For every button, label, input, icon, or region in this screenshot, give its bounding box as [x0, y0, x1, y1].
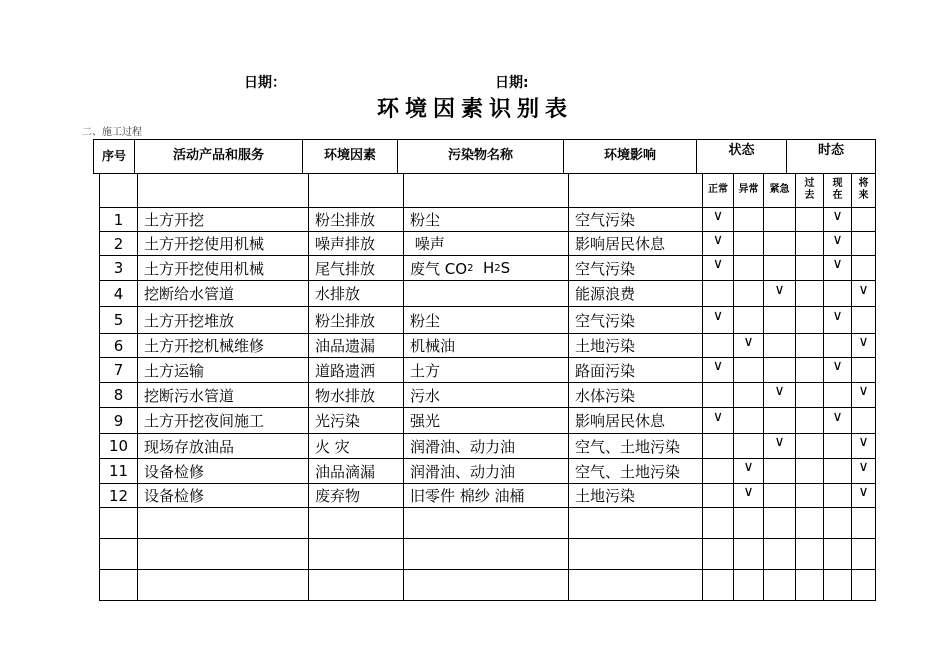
state-check-cell: [764, 358, 795, 374]
pollutant-text: H: [473, 259, 495, 277]
state-check-cell: ∨: [743, 459, 754, 475]
state-check-cell: [734, 208, 763, 223]
tense-check-cell: [824, 459, 851, 475]
subscript: 2: [494, 262, 501, 274]
state-check-cell: [703, 281, 733, 298]
impact-cell: 空气、土地污染: [575, 437, 681, 456]
state-check-cell: [764, 408, 795, 425]
pollutant-cell: 强光: [410, 412, 441, 430]
state-check-cell: ∨: [712, 256, 724, 272]
factor-cell: 噪声排放: [315, 235, 376, 253]
subscript: 2: [467, 262, 474, 274]
state-check-cell: [703, 434, 733, 450]
tense-check-cell: ∨: [832, 308, 843, 324]
tense-check-cell: ∨: [858, 383, 869, 399]
tense-check-cell: ∨: [832, 256, 843, 272]
state-check-cell: [734, 383, 763, 399]
column-header-no: 序号: [102, 149, 127, 163]
activity-cell: 设备检修: [144, 462, 205, 481]
factor-cell: 废弃物: [315, 487, 361, 505]
row-number: 7: [113, 361, 124, 379]
impact-cell: 空气污染: [575, 259, 636, 278]
state-check-cell: ∨: [774, 434, 785, 450]
pollutant-cell: 污水: [410, 386, 441, 405]
table-rule: [875, 173, 876, 601]
tense-check-cell: [796, 281, 823, 298]
state-check-cell: [734, 358, 763, 374]
activity-cell: 土方开挖夜间施工: [144, 412, 265, 430]
tense-check-cell: ∨: [858, 333, 869, 350]
factor-cell: 火 灾: [315, 437, 350, 456]
impact-cell: 土地污染: [575, 487, 636, 505]
state-check-cell: [703, 334, 733, 349]
factor-cell: 油品遗漏: [315, 337, 376, 355]
tense-check-cell: [796, 484, 823, 499]
factor-cell: 光污染: [315, 412, 361, 430]
pollutant-cell: 土方: [410, 361, 441, 380]
state-check-cell: [764, 484, 795, 499]
state-check-cell: [734, 281, 763, 298]
impact-cell: 水体污染: [575, 386, 636, 405]
tense-check-cell: ∨: [858, 281, 869, 298]
date-left-label: 日期：: [244, 75, 286, 91]
tense-check-cell: ∨: [832, 231, 843, 248]
activity-cell: 设备检修: [144, 487, 205, 505]
activity-cell: 土方开挖堆放: [144, 311, 235, 330]
tense-check-cell: [852, 208, 875, 223]
impact-cell: 路面污染: [575, 361, 636, 380]
pollutant-text: S: [500, 259, 511, 277]
tense-check-cell: ∨: [858, 434, 869, 450]
row-number: 9: [113, 411, 124, 430]
table-rule: [99, 600, 875, 601]
sub-header-tense-2: 现在: [832, 178, 843, 201]
factor-cell: 水排放: [315, 285, 361, 303]
pollutant-cell: [404, 281, 574, 306]
tense-check-cell: ∨: [858, 483, 869, 500]
state-check-cell: ∨: [743, 483, 754, 500]
tense-check-cell: [852, 408, 875, 425]
table-rule: [99, 538, 875, 539]
state-check-cell: [764, 256, 795, 272]
column-header-state: 状态: [728, 143, 755, 158]
tense-check-cell: ∨: [832, 358, 843, 374]
row-number: 3: [113, 259, 124, 277]
row-number: 10: [108, 437, 129, 455]
tense-check-cell: [852, 256, 875, 272]
sub-header-tense-3: 将来: [858, 178, 869, 201]
pollutant-cell: 机械油: [410, 337, 456, 355]
sub-header-state-2: 异常: [738, 184, 759, 195]
impact-cell: 影响居民休息: [575, 412, 666, 430]
state-check-cell: [703, 484, 733, 499]
row-number: 6: [113, 336, 124, 355]
state-check-cell: [764, 307, 795, 325]
tense-check-cell: [824, 281, 851, 298]
activity-cell: 挖断给水管道: [144, 285, 235, 303]
tense-check-cell: [796, 358, 823, 374]
sub-header-state-3: 紧急: [769, 184, 790, 195]
column-header-pollutant: 污染物名称: [447, 148, 513, 163]
tense-check-cell: ∨: [858, 459, 869, 475]
activity-cell: 土方开挖机械维修: [144, 337, 265, 355]
tense-check-cell: [796, 383, 823, 399]
state-check-cell: [764, 334, 795, 349]
pollutant-cell: 噪声: [410, 235, 445, 253]
row-number: 12: [108, 486, 129, 505]
state-check-cell: ∨: [774, 383, 785, 399]
factor-cell: 尾气排放: [315, 259, 376, 278]
impact-cell: 空气污染: [575, 211, 636, 229]
tense-check-cell: [796, 307, 823, 325]
column-header-activity: 活动产品和服务: [172, 148, 264, 163]
tense-check-cell: [796, 334, 823, 349]
state-check-cell: ∨: [712, 358, 724, 374]
tense-check-cell: [796, 434, 823, 450]
activity-cell: 土方开挖使用机械: [144, 259, 265, 278]
state-check-cell: [734, 434, 763, 450]
state-check-cell: [764, 208, 795, 223]
pollutant-cell: [404, 256, 574, 280]
column-header-tense: 时态: [817, 143, 844, 158]
factor-cell: 道路遗洒: [315, 361, 376, 380]
state-check-cell: ∨: [743, 333, 754, 350]
section-label: 二、施工过程: [82, 127, 142, 138]
column-header-impact: 环境影响: [603, 148, 656, 163]
tense-check-cell: ∨: [832, 207, 843, 224]
row-number: 1: [113, 210, 124, 229]
row-number: 8: [113, 386, 124, 404]
table-rule: [875, 139, 876, 174]
tense-check-cell: [796, 459, 823, 475]
pollutant-cell: 粉尘: [410, 311, 441, 330]
state-check-cell: ∨: [712, 231, 724, 248]
factor-cell: 油品滴漏: [315, 462, 376, 481]
impact-cell: 土地污染: [575, 337, 636, 355]
state-check-cell: [764, 232, 795, 247]
page-title: 环境因素识别表: [376, 97, 573, 122]
row-number: 5: [113, 311, 124, 329]
state-check-cell: ∨: [712, 308, 724, 324]
impact-cell: 空气、土地污染: [575, 462, 681, 481]
sub-header-tense-1: 过去: [804, 178, 815, 201]
factor-cell: 粉尘排放: [315, 311, 376, 330]
activity-cell: 土方开挖使用机械: [144, 235, 265, 253]
pollutant-cell: 粉尘: [410, 211, 441, 229]
state-check-cell: [734, 232, 763, 247]
sub-header-state-1: 正常: [708, 184, 728, 195]
activity-cell: 土方开挖: [144, 211, 205, 229]
table-rule: [99, 507, 875, 508]
state-check-cell: [734, 256, 763, 272]
pollutant-cell: 润滑油、动力油: [410, 462, 516, 481]
activity-cell: 现场存放油品: [144, 437, 235, 456]
state-check-cell: [734, 307, 763, 325]
impact-cell: 能源浪费: [575, 285, 636, 303]
tense-check-cell: [796, 408, 823, 425]
state-check-cell: ∨: [774, 281, 785, 298]
row-number: 2: [113, 234, 124, 253]
column-header-factor: 环境因素: [323, 148, 376, 163]
state-check-cell: ∨: [712, 207, 724, 224]
pollutant-cell: 旧零件 棉纱 油桶: [410, 487, 525, 505]
factor-cell: 粉尘排放: [315, 211, 376, 229]
row-number: 11: [108, 462, 129, 480]
impact-cell: 空气污染: [575, 311, 636, 330]
table-rule: [99, 569, 875, 570]
row-number: 4: [113, 284, 124, 303]
tense-check-cell: ∨: [832, 408, 843, 425]
state-check-cell: [764, 459, 795, 475]
tense-check-cell: [796, 256, 823, 272]
impact-cell: 影响居民休息: [575, 235, 666, 253]
tense-check-cell: [852, 358, 875, 374]
tense-check-cell: [824, 334, 851, 349]
tense-check-cell: [824, 383, 851, 399]
pollutant-text: 废气 CO: [410, 259, 468, 278]
tense-check-cell: [852, 307, 875, 325]
state-check-cell: [734, 408, 763, 425]
state-check-cell: [703, 383, 733, 399]
state-check-cell: ∨: [712, 408, 724, 425]
activity-cell: 挖断污水管道: [144, 386, 235, 405]
tense-check-cell: [824, 484, 851, 499]
date-right-label: 日期:: [495, 75, 529, 91]
state-check-cell: [703, 459, 733, 475]
tense-check-cell: [796, 208, 823, 223]
tense-check-cell: [852, 232, 875, 247]
pollutant-cell: 润滑油、动力油: [410, 437, 516, 456]
tense-check-cell: [796, 232, 823, 247]
activity-cell: 土方运输: [144, 361, 205, 380]
factor-cell: 物水排放: [315, 386, 376, 405]
tense-check-cell: [824, 434, 851, 450]
